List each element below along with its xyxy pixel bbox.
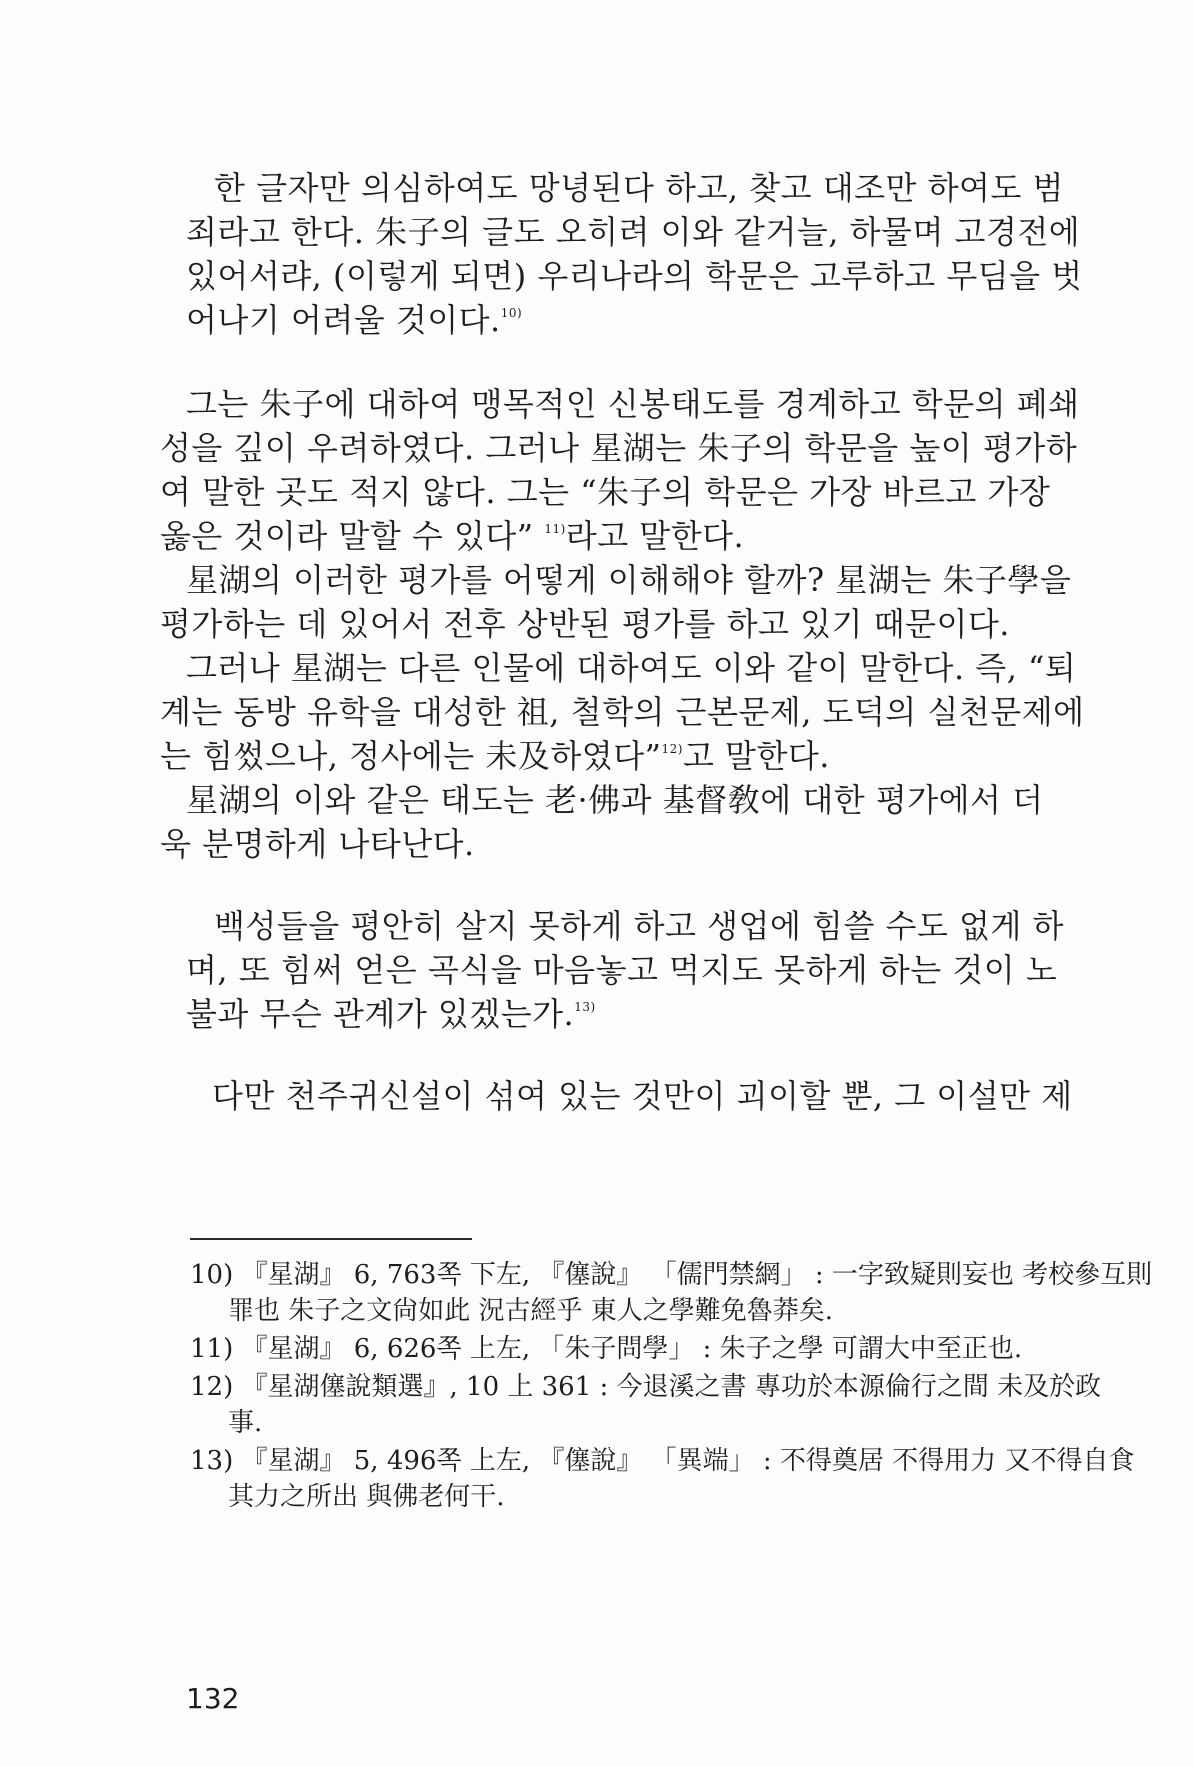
body-p3-line-3 (160, 734, 830, 778)
quote1-line-2: 죄라고 한다. 朱子의 글도 오히려 이와 같거늘, 하물며 고경전에 (186, 213, 1081, 251)
quote2-line-2: 며, 또 힘써 얻은 곡식을 마음놓고 먹지도 못하게 하는 것이 노 (186, 951, 1058, 989)
footnote-12-line-2: 事. (228, 1408, 263, 1438)
body-p1-line-4 (160, 514, 744, 558)
footnote-rule (190, 1238, 472, 1240)
footnote-11-line-1: 11) 『星湖』 6, 626쪽 上左, 「朱子問學」 : 朱子之學 可謂大中至正也. (190, 1334, 1023, 1364)
footnote-13-line-1: 13) 『星湖』 5, 496쪽 上左, 『僿說』 「異端」 : 不得奠居 不得用力 又不得自食 (190, 1446, 1135, 1476)
body-p1-line-2: 성을 깊이 우려하였다. 그러나 星湖는 朱子의 학문을 높이 평가하 (160, 429, 1078, 467)
quote2-line-3 (186, 992, 596, 1036)
quote1-line-1: 한 글자만 의심하여도 망녕된다 하고, 찾고 대조만 하여도 범 (214, 169, 1064, 207)
body-p3-line-1: 그러나 星湖는 다른 인물에 대하여도 이와 같이 말한다. 즉, “퇴 (186, 649, 1077, 687)
footnote-10-line-2: 罪也 朱子之文尙如此 況古經乎 東人之學難免魯莽矣. (228, 1296, 834, 1326)
quote2-line-3-text: 불과 무슨 관계가 있겠는가. (186, 995, 575, 1033)
footnote-10-line-1: 10) 『星湖』 6, 763쪽 下左, 『僿說』 「儒門禁網」 : 一字致疑則妄也 考校參互則 (190, 1260, 1153, 1290)
body-p1-line-4-text: 옳은 것이라 말할 수 있다” (160, 517, 534, 555)
body-p4-line-1: 星湖의 이와 같은 태도는 老·佛과 基督敎에 대한 평가에서 더 (186, 781, 1044, 819)
body-p1-line-1: 그는 朱子에 대하여 맹목적인 신봉태도를 경계하고 학문의 폐쇄 (186, 385, 1080, 423)
body-p2-line-1: 星湖의 이러한 평가를 어떻게 이해해야 할까? 星湖는 朱子學을 (186, 561, 1072, 599)
body-p1-line-3: 여 말한 곳도 적지 않다. 그는 “朱子의 학문은 가장 바르고 가장 (160, 473, 1051, 511)
quote1-line-4-text: 어나기 어려울 것이다. (186, 301, 501, 339)
body-p3-line-3-text: 는 힘썼으나, 정사에는 未及하였다” (160, 737, 662, 775)
footnote-12-line-1: 12) 『星湖僿說類選』, 10 上 361 : 今退溪之書 專功於本源倫行之間 未及於政 (190, 1372, 1102, 1402)
body-p3-line-3-tail: 고 말한다. (682, 737, 830, 775)
footnote-ref-12: 12) (661, 742, 683, 756)
quote1-line-3: 있어서랴, (이렇게 되면) 우리나라의 학문은 고루하고 무딤을 벗 (186, 257, 1083, 295)
footnote-13-line-2: 其力之所出 與佛老何干. (228, 1482, 505, 1512)
footnote-ref-13: 13) (574, 1000, 596, 1014)
body-p3-line-2: 계는 동방 유학을 대성한 祖, 철학의 근본문제, 도덕의 실천문제에 (160, 693, 1085, 731)
body-p1-line-4-tail: 라고 말한다. (565, 517, 745, 555)
body-p2-line-2: 평가하는 데 있어서 전후 상반된 평가를 하고 있기 때문이다. (160, 605, 1010, 643)
page-number: 132 (186, 1682, 240, 1715)
body-p4-line-2: 욱 분명하게 나타난다. (160, 825, 475, 863)
footnote-ref-11: 11) (544, 522, 566, 536)
footnote-ref-10: 10) (500, 306, 523, 320)
quote1-line-4 (186, 298, 522, 342)
quote2-line-1: 백성들을 평안히 살지 못하게 하고 생업에 힘쓸 수도 없게 하 (214, 907, 1064, 945)
body2-line: 다만 천주귀신설이 섞여 있는 것만이 괴이할 뿐, 그 이설만 제 (212, 1077, 1073, 1115)
